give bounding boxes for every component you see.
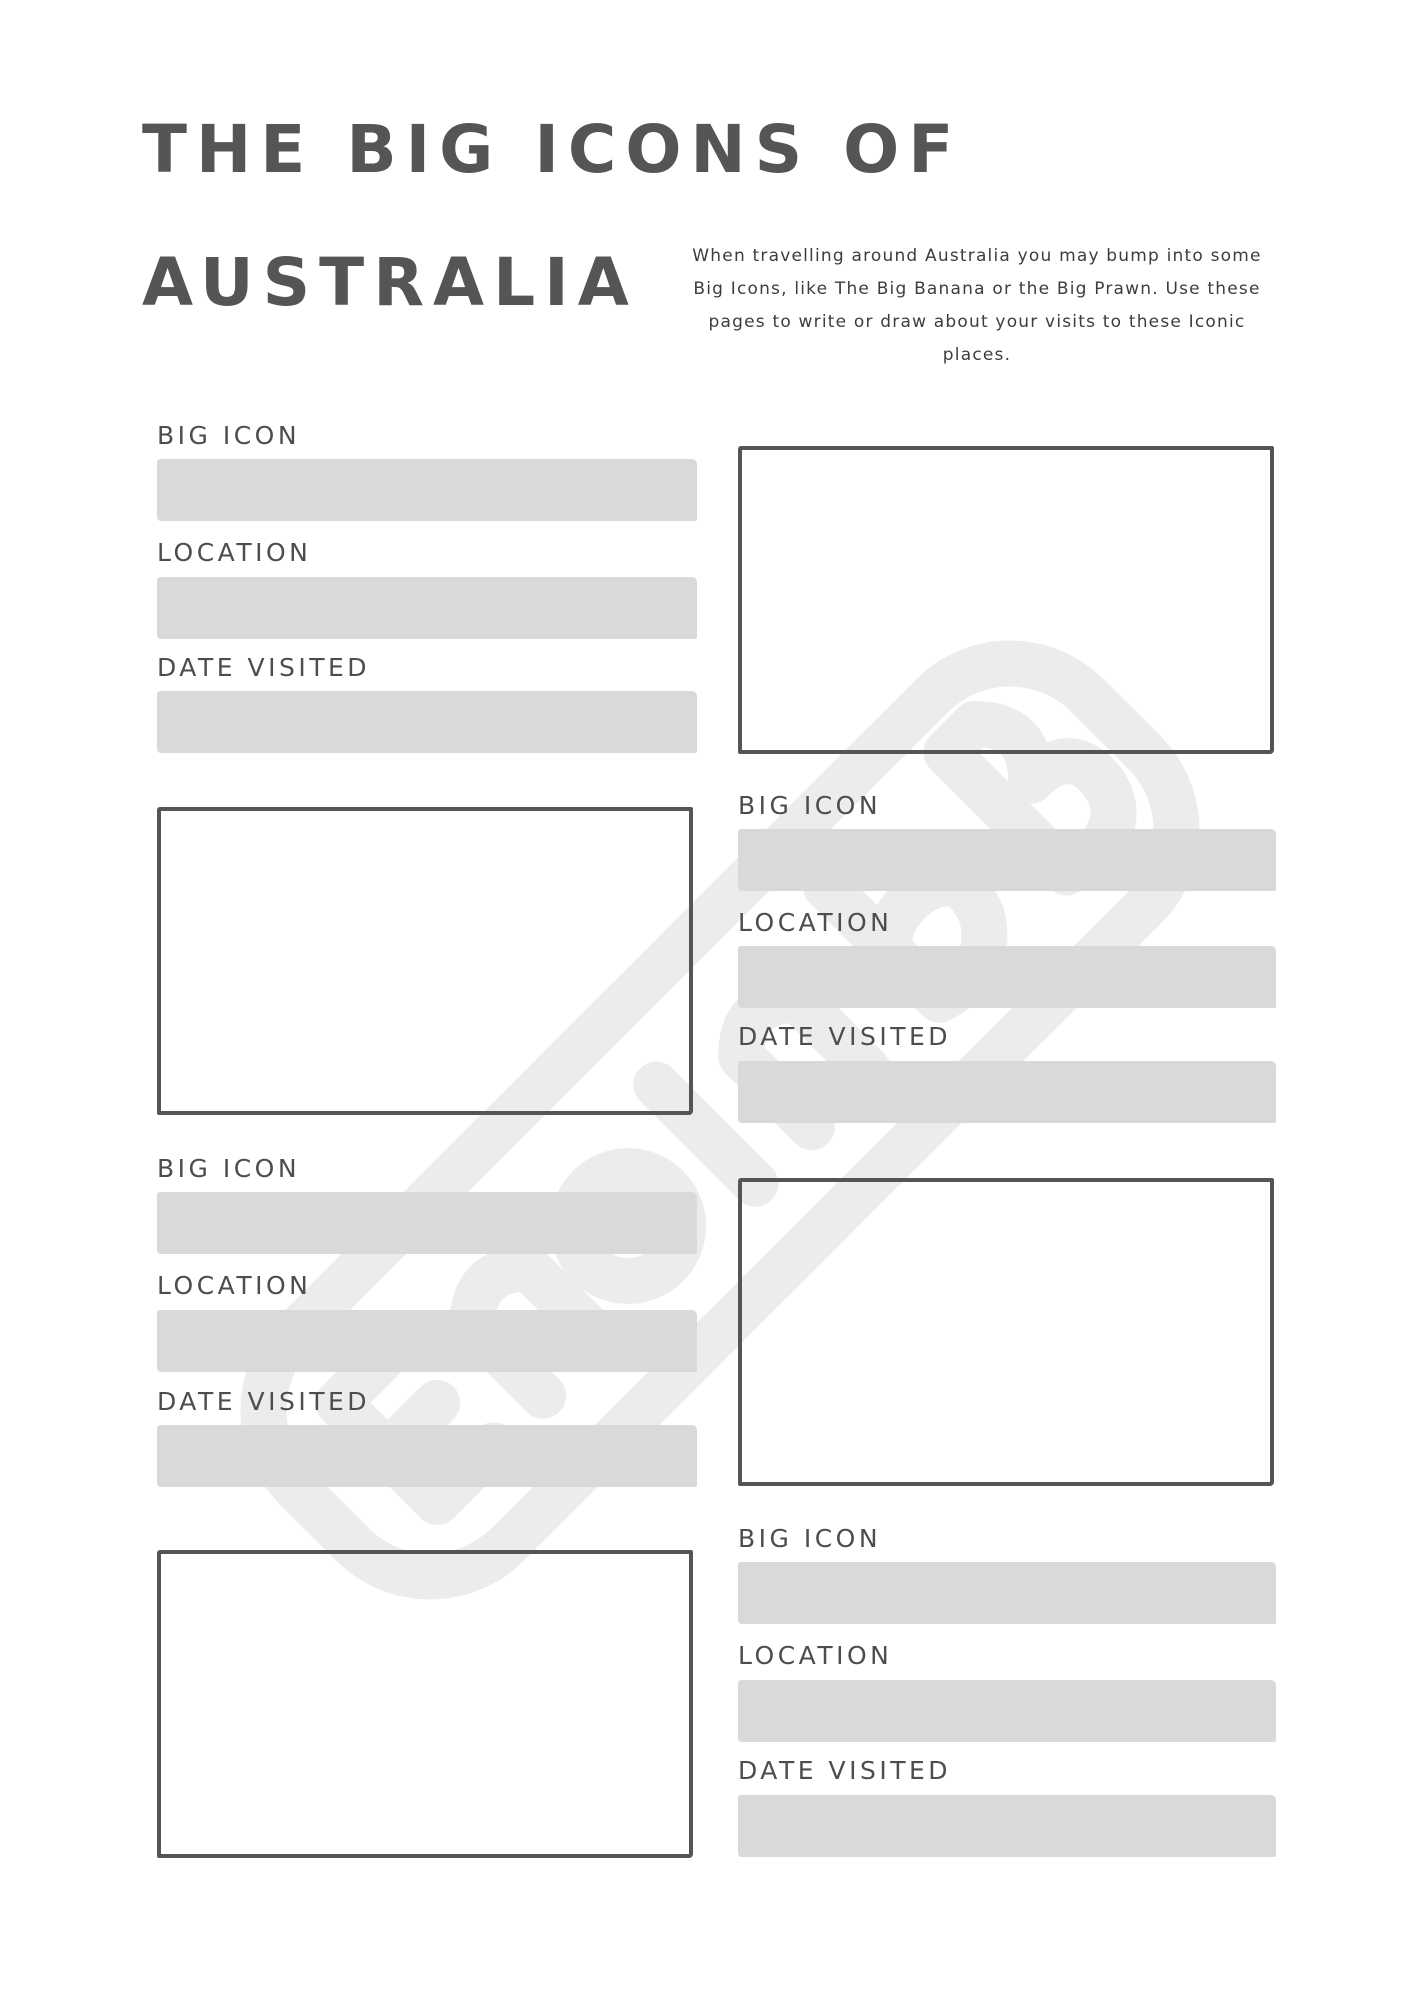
location-label: LOCATION <box>738 908 893 937</box>
date-visited-field[interactable] <box>157 691 697 753</box>
big-icon-label: BIG ICON <box>157 421 301 450</box>
photo-box[interactable] <box>738 1178 1274 1486</box>
date-visited-label: DATE VISITED <box>738 1756 952 1785</box>
big-icon-label: BIG ICON <box>738 791 882 820</box>
big-icon-field[interactable] <box>157 459 697 521</box>
photo-box[interactable] <box>157 1550 693 1858</box>
big-icon-field[interactable] <box>738 1562 1276 1624</box>
big-icon-field[interactable] <box>157 1192 697 1254</box>
location-label: LOCATION <box>738 1641 893 1670</box>
location-label: LOCATION <box>157 538 312 567</box>
date-visited-label: DATE VISITED <box>738 1022 952 1051</box>
photo-box[interactable] <box>157 807 693 1115</box>
big-icon-field[interactable] <box>738 829 1276 891</box>
big-icon-label: BIG ICON <box>738 1524 882 1553</box>
intro-text: When travelling around Australia you may bump into some Big Icons, like The Big Banana or the Big Prawn. Use these pages to write or draw about your visits to these Iconic places. <box>692 246 1262 365</box>
date-visited-label: DATE VISITED <box>157 1387 371 1416</box>
location-field[interactable] <box>738 946 1276 1008</box>
date-visited-field[interactable] <box>738 1795 1276 1857</box>
location-label: LOCATION <box>157 1271 312 1300</box>
big-icon-label: BIG ICON <box>157 1154 301 1183</box>
location-field[interactable] <box>157 1310 697 1372</box>
date-visited-field[interactable] <box>738 1061 1276 1123</box>
location-field[interactable] <box>738 1680 1276 1742</box>
location-field[interactable] <box>157 577 697 639</box>
photo-box[interactable] <box>738 446 1274 754</box>
page-title-line-1: THE BIG ICONS OF <box>142 111 963 188</box>
date-visited-field[interactable] <box>157 1425 697 1487</box>
date-visited-label: DATE VISITED <box>157 653 371 682</box>
page-title-line-2: AUSTRALIA <box>142 244 638 321</box>
